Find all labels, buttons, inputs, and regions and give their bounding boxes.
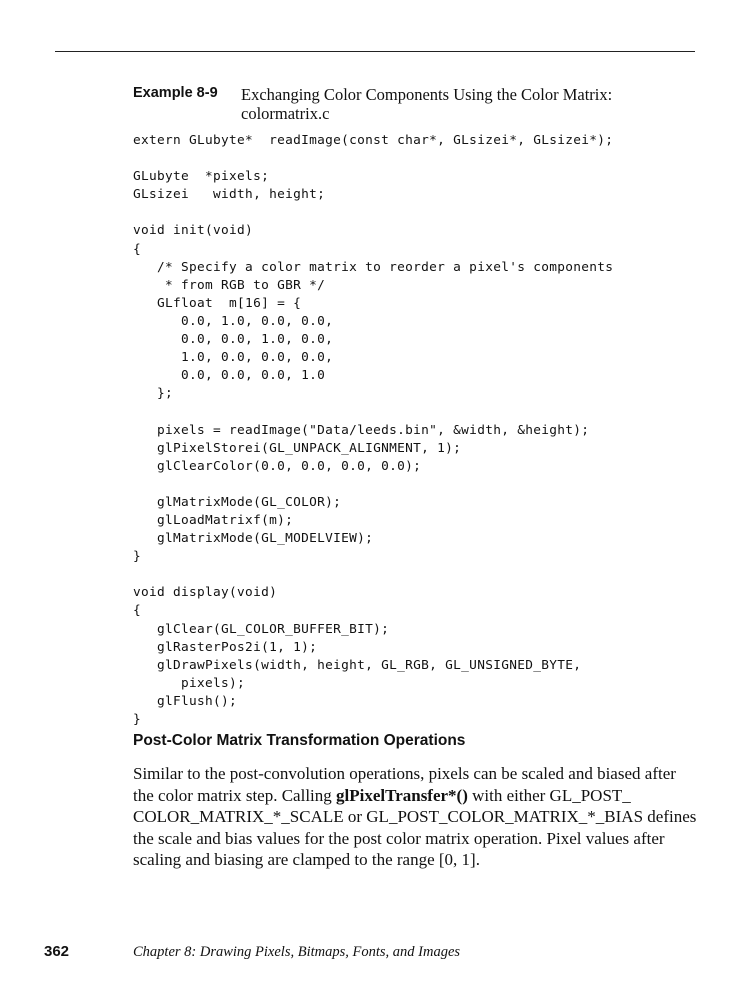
code-line: } — [133, 712, 142, 727]
section-heading: Post-Color Matrix Transformation Operations — [133, 732, 466, 749]
paragraph-text-part1: Similar to the post-convolution operations, pixels can be scaled and biased after the color matrix step. Calling — [133, 764, 676, 805]
code-line: void display(void) — [133, 585, 278, 601]
paragraph-text-part2: with either GL_POST_ COLOR_MATRIX_*_SCALE or GL_POST_COLOR_MATRIX_*_BIAS defines the scale and bias values for the post color matrix operation. Pixel values after scaling and biasing are clamped to the range [0, 1]. — [133, 785, 697, 869]
code-line: glPixelStorei(GL_UNPACK_ALIGNMENT, 1); — [133, 440, 462, 456]
code-line: glDrawPixels(width, height, GL_RGB, GL_UNSIGNED_BYTE, — [133, 657, 582, 673]
code-line: 0.0, 0.0, 1.0, 0.0, — [133, 332, 334, 348]
example-label: Example 8-9 — [133, 85, 218, 101]
code-line: * from RGB to GBR */ — [133, 277, 326, 293]
code-line: glFlush(); — [133, 693, 238, 709]
code-line: pixels); — [133, 675, 246, 691]
running-footer: Chapter 8: Drawing Pixels, Bitmaps, Fonts, and Images — [133, 944, 461, 960]
header-rule — [55, 51, 695, 52]
code-listing — [133, 132, 613, 729]
code-line: void init(void) — [133, 223, 254, 239]
code-line: } — [133, 549, 142, 565]
code-line: glClear(GL_COLOR_BUFFER_BIT); — [133, 621, 390, 637]
code-line: glClearColor(0.0, 0.0, 0.0, 0.0); — [133, 458, 422, 474]
code-line: GLfloat m[16] = { — [133, 295, 302, 311]
code-line: GLubyte *pixels; — [133, 169, 270, 185]
code-line: glMatrixMode(GL_COLOR); — [133, 494, 342, 510]
code-line: 1.0, 0.0, 0.0, 0.0, — [133, 350, 334, 366]
code-line: glMatrixMode(GL_MODELVIEW); — [133, 531, 374, 547]
page-number: 362 — [44, 943, 70, 960]
code-line: /* Specify a color matrix to reorder a pixel's components — [133, 259, 614, 275]
code-line: }; — [133, 386, 174, 402]
example-title: Exchanging Color Components Using the Color Matrix: colormatrix.c — [241, 85, 613, 123]
code-line: pixels = readImage("Data/leeds.bin", &width, &height); — [133, 422, 590, 438]
code-line: 0.0, 1.0, 0.0, 0.0, — [133, 313, 334, 329]
code-line: { — [133, 241, 142, 257]
code-line: glLoadMatrixf(m); — [133, 512, 294, 528]
code-line: GLsizei width, height; — [133, 187, 326, 203]
code-line: 0.0, 0.0, 0.0, 1.0 — [133, 368, 326, 384]
body-paragraph — [133, 763, 698, 871]
code-line: glRasterPos2i(1, 1); — [133, 639, 318, 655]
code-line: { — [133, 603, 142, 619]
code-line: extern GLubyte* readImage(const char*, GLsizei*, GLsizei*); — [133, 133, 614, 148]
function-name: glPixelTransfer*() — [336, 785, 468, 805]
